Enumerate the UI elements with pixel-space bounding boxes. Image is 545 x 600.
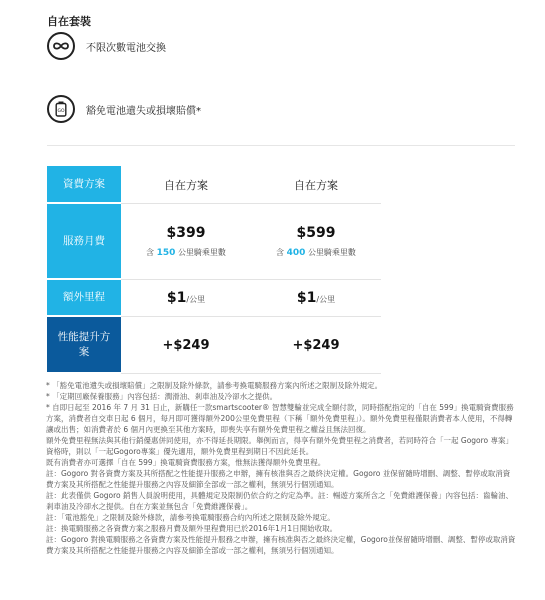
table-row-upgrade bbox=[47, 317, 381, 374]
footnote: * 「豁免電池遺失或損壞賠償」之限制及除外條款，請參考換電騎服務方案內所述之限制及除外規定。 bbox=[46, 381, 383, 390]
section-title: 自在套裝 bbox=[47, 15, 91, 28]
footnote: 既有消費者亦可選擇「自在 599」換電騎資費服務方案，惟無法獲得額外免費里程。 bbox=[46, 458, 326, 467]
extra-km-price: $1/公里 bbox=[296, 290, 336, 306]
divider bbox=[47, 145, 515, 146]
footnote: 註：「電池豁免」之限制及除外條款，請參考換電騎服務合約內所述之限制及除外規定。 bbox=[46, 513, 335, 522]
upgrade-price: +$249 bbox=[162, 337, 210, 353]
infinity-icon bbox=[47, 32, 75, 60]
included-km: 含 150 公里騎乘里數 bbox=[146, 248, 226, 258]
feature-battery-waiver bbox=[47, 95, 201, 123]
footnotes bbox=[46, 380, 516, 556]
footnote: 註：此表僅供 Gogoro 銷售人員說明使用，具體規定及限制仍依合約之約定為準。註：暢遊方案所含之「免費維護保養」內容包括：齒輪油、剎車油及冷卻水之提供。自在方案並無包含「免費維護保養」。 bbox=[46, 491, 514, 511]
header-label: 資費方案 bbox=[47, 166, 121, 204]
battery-icon bbox=[47, 95, 75, 123]
plan-price: $399 bbox=[166, 225, 206, 241]
plan-name: 自在方案 bbox=[164, 178, 208, 192]
footnote: 註：Gogoro 對各資費方案及其所搭配之性能提升服務之申辦，擁有核准與否之最終決定權。Gogoro 並保留隨時增刪、調整、暫停或取消資費方案及其所搭配之性能提升服務之內容及細節全部或一部之權利，無須另行個別通知。 bbox=[46, 469, 511, 489]
table-row-monthly bbox=[47, 204, 381, 280]
included-km: 含 400 公里騎乘里數 bbox=[276, 248, 356, 258]
plan-name: 自在方案 bbox=[294, 178, 338, 192]
row-label-extra-km: 額外里程 bbox=[47, 280, 121, 317]
footnote: 額外免費里程無法與其他行銷優惠併同使用，亦不得延長期限。舉例而言，得享有額外免費里程之消費者，若同時符合「一起 Gogoro 專案」資格時，則以「一起Gogoro專案」優先適用，額外免費里程到期日不因此延長。 bbox=[46, 436, 514, 456]
svg-text:GO: GO bbox=[57, 109, 65, 114]
footnote: * 自即日起至 2016 年 7 月 31 日止，新購任一款smartscooter® 智慧雙輪並完成全額付款，同時搭配指定的「自在 599」換電騎資費服務方案，消費者自交車日起 6 個月，每月即可獲得額外200公里免費里程（下稱「額外免費里程」）。額外免費里程僅限消費者本人使用，不得轉讓或出售；如消費者於 6 個月內更換至其他方案時，即喪失享有額外免費里程之權益且無法回復。 bbox=[46, 403, 514, 434]
row-label-upgrade: 性能提升方案 bbox=[47, 317, 121, 374]
table-row-extra-km bbox=[47, 280, 381, 317]
feature-text: 豁免電池遺失或損壞賠償* bbox=[86, 105, 201, 117]
feature-unlimited-swap bbox=[47, 32, 166, 60]
feature-text: 不限次數電池交換 bbox=[86, 42, 166, 54]
extra-km-price: $1/公里 bbox=[166, 290, 206, 306]
footnote: * 「定期回廠保養服務」內容包括：潤滑油、剎車油及冷卻水之提供。 bbox=[46, 392, 278, 401]
row-label-monthly: 服務月費 bbox=[47, 204, 121, 280]
plan-price: $599 bbox=[296, 225, 336, 241]
upgrade-price: +$249 bbox=[292, 337, 340, 353]
footnote: 註：Gogoro 對換電騎服務之各資費方案及性能提升服務之申辦，擁有核准與否之最終決定權，Gogoro並保留隨時增刪、調整、暫停或取消資費方案及其所搭配之性能提升服務之內容及細節全部或一部之權利，無須另行個別通知。 bbox=[46, 535, 516, 555]
table-header-row bbox=[47, 166, 381, 204]
plan-table bbox=[47, 166, 381, 374]
footnote: 註：換電騎服務之各資費方案之服務月費及額外里程費用已於2016年1月1日開始收取。 bbox=[46, 524, 338, 533]
